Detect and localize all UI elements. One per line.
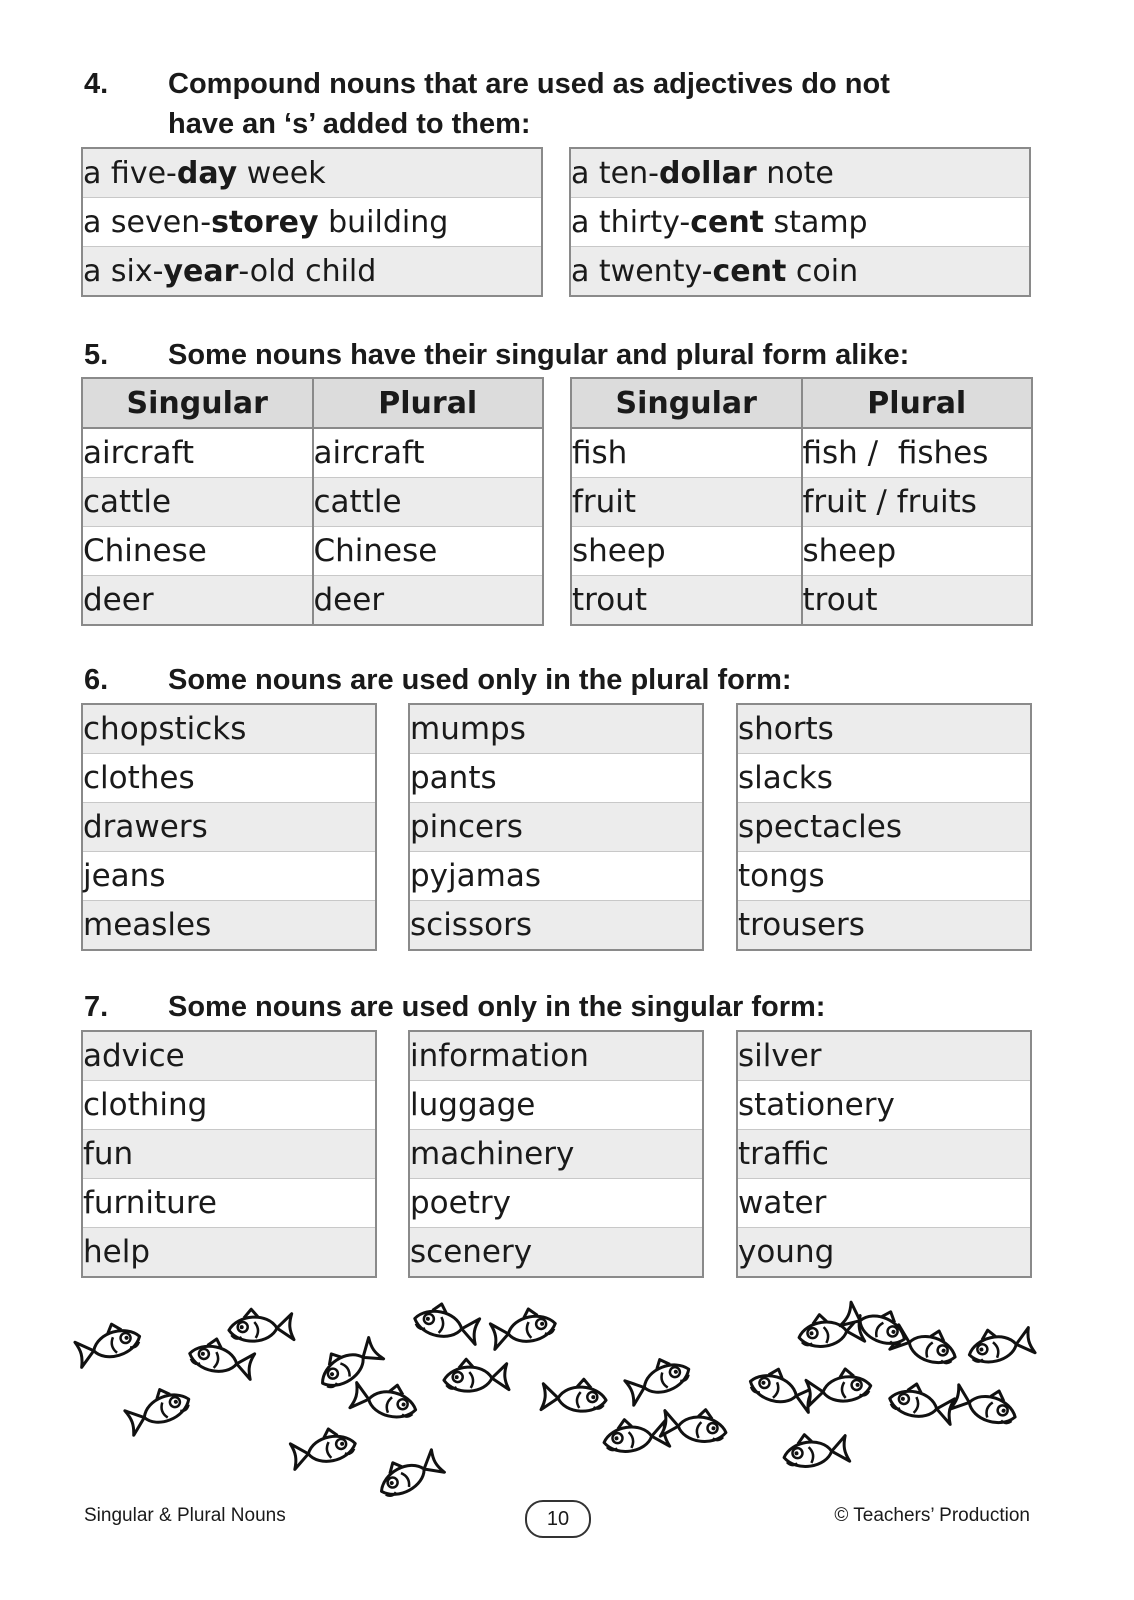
table-row — [570, 148, 1030, 198]
fish-icon — [73, 1318, 144, 1367]
header-row — [82, 378, 543, 428]
noun-word: spectacles — [737, 803, 1031, 852]
fish-icon — [442, 1356, 509, 1395]
phrase-suffix: -old child — [238, 253, 377, 289]
noun-word: mumps — [409, 704, 703, 754]
noun-word: water — [737, 1179, 1031, 1228]
list-item — [737, 1130, 1031, 1179]
list-item — [737, 1031, 1031, 1081]
phrase-emphasis: cent — [712, 253, 787, 289]
header-plural: Plural — [313, 378, 544, 428]
list-item — [82, 754, 376, 803]
plural-cell: fruit / fruits — [802, 478, 1033, 527]
phrase-emphasis: year — [163, 253, 239, 289]
header-singular: Singular — [571, 378, 802, 428]
noun-word: scenery — [409, 1228, 703, 1278]
fish-icon — [622, 1351, 694, 1405]
fish-icon — [950, 1377, 1022, 1431]
noun-word: traffic — [737, 1130, 1031, 1179]
list-item — [82, 803, 376, 852]
table-row — [82, 527, 543, 576]
list-item — [82, 852, 376, 901]
noun-word: drawers — [82, 803, 376, 852]
plural-cell: trout — [802, 576, 1033, 626]
section-title-line2: have an ‘s’ added to them: — [168, 108, 531, 140]
list-item — [409, 1031, 703, 1081]
noun-word: advice — [82, 1031, 376, 1081]
plural-only-list-2 — [408, 703, 704, 951]
header-row — [571, 378, 1032, 428]
list-item — [82, 1228, 376, 1278]
example-phrase — [570, 148, 1030, 198]
list-item — [409, 852, 703, 901]
header-plural: Plural — [802, 378, 1033, 428]
example-phrase — [82, 148, 542, 198]
page-number: 10 — [525, 1500, 591, 1538]
phrase-prefix: a ten- — [571, 155, 659, 191]
list-item — [409, 803, 703, 852]
section-number: 7. — [84, 991, 109, 1023]
list-item — [82, 1179, 376, 1228]
section-title: Some nouns have their singular and plural form alike: — [168, 339, 910, 371]
list-item — [409, 1228, 703, 1278]
noun-word: stationery — [737, 1081, 1031, 1130]
plural-only-list-3 — [736, 703, 1032, 951]
fish-icon — [489, 1305, 558, 1350]
singular-only-list-3 — [736, 1030, 1032, 1278]
list-item — [737, 1081, 1031, 1130]
table-row — [571, 576, 1032, 626]
table-row — [571, 527, 1032, 576]
phrase-suffix: note — [756, 155, 834, 191]
list-item — [737, 704, 1031, 754]
fish-icon — [781, 1428, 850, 1473]
phrase-prefix: a twenty- — [571, 253, 713, 289]
noun-word: information — [409, 1031, 703, 1081]
fish-icon — [541, 1376, 608, 1415]
singular-cell: fish — [571, 428, 802, 478]
list-item — [82, 1081, 376, 1130]
list-item — [409, 901, 703, 951]
section-number: 5. — [84, 339, 109, 371]
phrase-emphasis: day — [176, 155, 238, 191]
table-row — [82, 148, 542, 198]
compound-adjective-table-left — [81, 147, 543, 297]
noun-word: tongs — [737, 852, 1031, 901]
section-number: 4. — [84, 68, 109, 100]
table-row — [571, 478, 1032, 527]
table-row — [82, 198, 542, 247]
singular-cell: cattle — [82, 478, 313, 527]
footer-title: Singular & Plural Nouns — [84, 1505, 286, 1526]
header-singular: Singular — [82, 378, 313, 428]
fish-icon — [412, 1300, 481, 1345]
section-title-line1: Compound nouns that are used as adjectives do not — [168, 68, 890, 100]
list-item — [737, 1179, 1031, 1228]
noun-word: fun — [82, 1130, 376, 1179]
singular-plural-table-right — [570, 377, 1033, 626]
phrase-suffix: stamp — [764, 204, 868, 240]
fish-icon — [122, 1381, 194, 1435]
phrase-suffix: coin — [786, 253, 859, 289]
phrase-prefix: a thirty- — [571, 204, 691, 240]
list-item — [409, 1081, 703, 1130]
table-row — [571, 428, 1032, 478]
noun-word: pants — [409, 754, 703, 803]
noun-word: jeans — [82, 852, 376, 901]
noun-word: silver — [737, 1031, 1031, 1081]
table-row — [82, 478, 543, 527]
plural-only-list-1 — [81, 703, 377, 951]
phrase-prefix: a six- — [83, 253, 164, 289]
phrase-suffix: week — [237, 155, 326, 191]
plural-cell: Chinese — [313, 527, 544, 576]
noun-word: machinery — [409, 1130, 703, 1179]
singular-cell: aircraft — [82, 428, 313, 478]
phrase-prefix: a five- — [83, 155, 177, 191]
list-item — [737, 852, 1031, 901]
noun-word: pincers — [409, 803, 703, 852]
plural-cell: aircraft — [313, 428, 544, 478]
noun-word: trousers — [737, 901, 1031, 951]
noun-word: pyjamas — [409, 852, 703, 901]
plural-cell: deer — [313, 576, 544, 626]
noun-word: measles — [82, 901, 376, 951]
list-item — [409, 1130, 703, 1179]
fish-icon — [964, 1320, 1035, 1369]
table-row — [82, 428, 543, 478]
section-title: Some nouns are used only in the plural form: — [168, 664, 792, 696]
phrase-emphasis: storey — [211, 204, 319, 240]
fish-icon — [227, 1306, 294, 1345]
phrase-suffix: building — [318, 204, 449, 240]
noun-word: clothing — [82, 1081, 376, 1130]
noun-word: luggage — [409, 1081, 703, 1130]
fish-illustration — [0, 1290, 1134, 1520]
phrase-prefix: a seven- — [83, 204, 212, 240]
list-item — [82, 1031, 376, 1081]
noun-word: young — [737, 1228, 1031, 1278]
example-phrase — [570, 247, 1030, 297]
footer-copyright: © Teachers’ Production — [834, 1505, 1030, 1526]
plural-cell: sheep — [802, 527, 1033, 576]
plural-cell: cattle — [313, 478, 544, 527]
singular-only-list-1 — [81, 1030, 377, 1278]
table-row — [570, 247, 1030, 297]
example-phrase — [82, 198, 542, 247]
list-item — [82, 901, 376, 951]
table-row — [82, 576, 543, 626]
list-item — [409, 754, 703, 803]
compound-adjective-table-right — [569, 147, 1031, 297]
noun-word: help — [82, 1228, 376, 1278]
fish-icon — [312, 1331, 384, 1396]
plural-cell: fish / fishes — [802, 428, 1033, 478]
noun-word: poetry — [409, 1179, 703, 1228]
phrase-emphasis: cent — [690, 204, 765, 240]
phrase-emphasis: dollar — [658, 155, 757, 191]
list-item — [737, 1228, 1031, 1278]
fish-icon — [372, 1443, 444, 1504]
fish-icon — [747, 1363, 818, 1412]
list-item — [409, 1179, 703, 1228]
singular-cell: Chinese — [82, 527, 313, 576]
singular-only-list-2 — [408, 1030, 704, 1278]
fish-icon — [805, 1367, 872, 1406]
table-row — [570, 198, 1030, 247]
singular-cell: sheep — [571, 527, 802, 576]
singular-cell: deer — [82, 576, 313, 626]
list-item — [82, 704, 376, 754]
example-phrase — [82, 247, 542, 297]
noun-word: slacks — [737, 754, 1031, 803]
fish-icon — [289, 1425, 358, 1470]
example-phrase — [570, 198, 1030, 247]
singular-cell: trout — [571, 576, 802, 626]
noun-word: furniture — [82, 1179, 376, 1228]
noun-word: chopsticks — [82, 704, 376, 754]
fish-icon — [660, 1403, 729, 1448]
section-number: 6. — [84, 664, 109, 696]
list-item — [82, 1130, 376, 1179]
section-title: Some nouns are used only in the singular form: — [168, 991, 826, 1023]
list-item — [737, 803, 1031, 852]
list-item — [409, 704, 703, 754]
fish-icon — [350, 1375, 421, 1424]
table-row — [82, 247, 542, 297]
singular-plural-table-left — [81, 377, 544, 626]
singular-cell: fruit — [571, 478, 802, 527]
noun-word: scissors — [409, 901, 703, 951]
list-item — [737, 901, 1031, 951]
noun-word: shorts — [737, 704, 1031, 754]
list-item — [737, 754, 1031, 803]
noun-word: clothes — [82, 754, 376, 803]
fish-icon — [887, 1380, 956, 1425]
